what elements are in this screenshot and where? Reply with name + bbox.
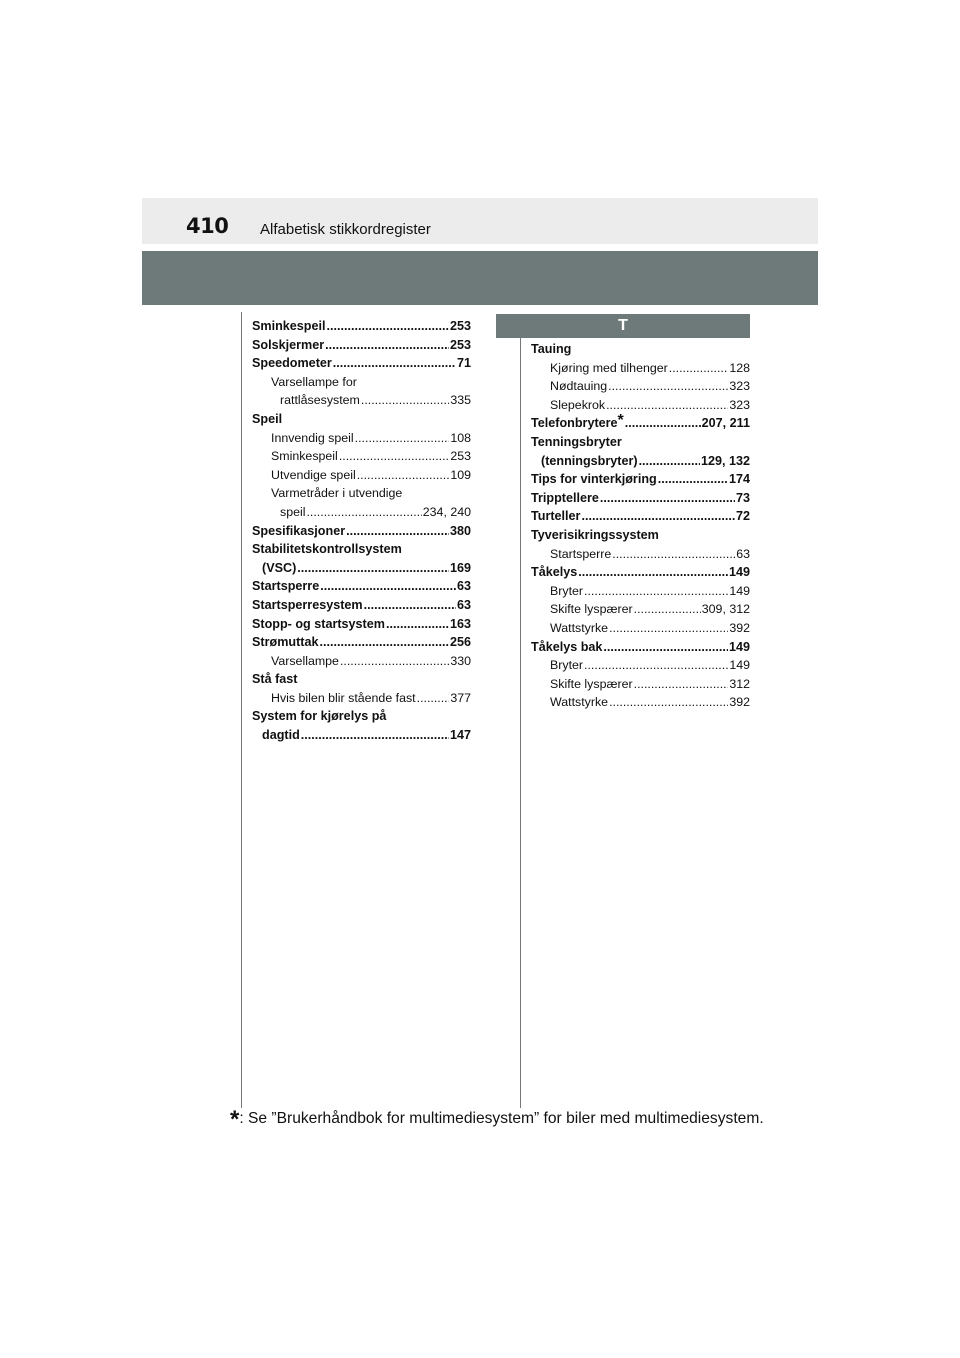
index-entry [252,633,471,652]
index-entry-text: Stabilitetskontrollsystem [252,542,402,557]
index-entry-page: 312 [729,676,750,691]
index-entry-page: 256 [449,635,471,650]
dot-leader [355,429,450,448]
index-entry [252,447,471,466]
dot-leader [609,693,728,712]
index-entry [252,391,471,410]
index-entry [252,317,471,336]
dot-leader [357,466,450,485]
index-entry-label [550,359,668,378]
index-entry-label [550,545,611,564]
index-entry-page: 73 [735,490,750,505]
right-index-column [531,340,750,712]
index-entry-text: Stopp- og startsystem [252,616,385,631]
dot-leader [584,582,728,601]
index-entry-label [262,559,296,578]
index-entry [531,638,750,657]
index-entry-page: 108 [450,430,471,445]
index-entry-label [550,693,608,712]
index-entry [531,582,750,601]
left-column-rule [241,312,242,1108]
dot-leader [578,563,728,582]
dot-leader [639,452,700,471]
footnote-text: : Se ”Brukerhåndbok for multimediesystem” for biler med multimediesystem. [239,1110,764,1127]
dot-leader [386,615,449,634]
index-entry-label [550,377,607,396]
index-entry-text: Startsperre [550,546,612,561]
index-entry-page: 109 [450,467,471,482]
index-entry-page: 163 [449,616,471,631]
header-band [142,251,818,305]
dot-leader [608,377,728,396]
dot-leader [333,354,456,373]
index-entry-page: 207, 211 [701,416,750,431]
index-entry [531,489,750,508]
index-entry-page: 72 [735,509,750,524]
index-entry [252,336,471,355]
dot-leader [600,489,735,508]
index-entry-text: Strømuttak [252,635,319,650]
index-entry-page: 335 [450,393,471,408]
index-entry-text: Turteller [531,509,581,524]
index-entry-page: 174 [728,472,750,487]
index-entry [531,507,750,526]
index-entry-text: Varsellampe [271,653,339,668]
index-entry-text: Hvis bilen blir stående fast [271,690,416,705]
index-entry [252,354,471,373]
index-entry-label [280,391,360,410]
dot-leader [612,545,735,564]
index-entry-label [252,615,385,634]
section-title: Alfabetisk stikkordregister [260,221,431,238]
dot-leader [306,503,421,522]
dot-leader [634,675,729,694]
index-entry [252,689,471,708]
right-column-rule [520,338,521,1108]
index-entry-page: 128 [729,360,750,375]
index-entry-text: Varmetråder i utvendige [271,486,403,501]
index-entry-text: speil [280,504,306,519]
index-entry-text: (VSC) [262,560,297,575]
index-entry-text: rattlåsesystem [280,393,360,408]
index-entry-label [262,726,300,745]
index-entry-text: Solskjermer [252,337,325,352]
index-entry [531,433,750,452]
index-entry-text: Tåkelys bak [531,639,603,654]
index-entry-page: 149 [728,639,750,654]
index-entry-label [550,396,605,415]
dot-leader [606,396,728,415]
dot-leader [346,522,449,541]
footnote-marker: * [230,1106,240,1133]
dot-leader [584,656,728,675]
index-entry-page: 234, 240 [422,504,471,519]
index-entry [531,396,750,415]
index-entry-label [252,522,345,541]
index-entry-label [252,336,324,355]
dot-leader [319,633,449,652]
dot-leader [297,559,449,578]
dot-leader [301,726,449,745]
index-entry-text: Startsperre [252,579,320,594]
index-entry-label [252,577,319,596]
dot-leader [325,336,449,355]
index-entry [252,596,471,615]
dot-leader [658,470,728,489]
index-entry-page: 253 [450,449,471,464]
index-entry [531,619,750,638]
index-entry-text: Speedometer [252,356,332,371]
index-entry [252,503,471,522]
index-entry-text: Tåkelys [531,565,578,580]
index-entry [531,656,750,675]
index-entry-label [252,354,332,373]
index-entry [252,373,471,392]
index-entry-text: System for kjørelys på [252,709,387,724]
index-entry [531,563,750,582]
index-entry-text: Nødtauing [550,379,608,394]
index-entry-page: 63 [456,597,471,612]
index-entry-text: Sminkespeil [271,449,338,464]
index-entry [252,577,471,596]
index-entry-label [550,582,583,601]
index-entry-page: 330 [450,653,471,668]
dot-leader [364,596,456,615]
index-entry [252,540,471,559]
index-entry [252,466,471,485]
index-entry [531,526,750,545]
index-entry [531,377,750,396]
index-entry-label [550,600,633,619]
page-number: 410 [186,214,229,238]
index-entry-label [252,596,363,615]
dot-leader [634,600,701,619]
index-entry-page: 323 [729,379,750,394]
index-entry-label [271,447,338,466]
index-entry-page: 253 [449,337,471,352]
index-entry-label [531,638,602,657]
dot-leader [603,638,728,657]
index-entry-page: 149 [729,658,750,673]
index-entry [252,559,471,578]
index-entry [252,707,471,726]
index-entry-text: Tips for vinterkjøring [531,472,657,487]
index-entry [531,359,750,378]
index-entry-text: Skifte lyspærer [550,676,633,691]
index-entry-label [531,489,599,508]
index-entry-page: 169 [449,560,471,575]
index-entry-text: Skifte lyspærer [550,602,633,617]
index-entry [252,652,471,671]
index-entry-page: 63 [736,546,750,561]
index-entry-text: Sminkespeil [252,319,326,333]
index-entry-text: Stå fast [252,672,298,687]
index-entry-text: (tenningsbryter) [541,453,638,468]
dot-leader [581,507,735,526]
index-entry-label [531,563,577,582]
index-entry-label [252,633,318,652]
index-entry [252,484,471,503]
index-entry-text: Slepekrok [550,397,606,412]
index-entry-label [531,414,624,433]
index-entry-text: Kjøring med tilhenger [550,360,668,375]
index-entry-page: 129, 132 [700,453,750,468]
index-entry [531,470,750,489]
index-entry-label [541,452,638,471]
index-entry-label [531,470,657,489]
index-entry-label [550,675,633,694]
dot-leader [625,414,701,433]
index-entry-page: 149 [728,565,750,580]
index-entry-text: Spesifikasjoner [252,523,346,538]
dot-leader [320,577,456,596]
index-entry-page: 377 [450,690,471,705]
index-entry-label [271,466,356,485]
index-entry-label [550,619,608,638]
index-entry-text: Tyverisikringssystem [531,527,659,542]
index-entry-text: Bryter [550,658,584,673]
dot-leader [609,619,728,638]
index-entry [252,726,471,745]
index-entry-text: Innvendig speil [271,430,354,445]
index-entry-page: 392 [729,695,750,710]
index-entry-page: 380 [449,523,471,538]
index-entry [252,670,471,689]
dot-leader [340,652,449,671]
index-entry-label [531,507,580,526]
index-entry [252,522,471,541]
index-entry [531,545,750,564]
index-entry [531,452,750,471]
index-entry-page: 149 [729,583,750,598]
index-entry-page: 323 [729,397,750,412]
index-entry-page: 147 [449,728,471,743]
index-entry [531,414,750,433]
index-entry-page: 71 [456,356,471,371]
dot-leader [327,317,449,336]
index-entry-text: Wattstyrke [550,620,609,635]
index-entry-label [280,503,305,522]
index-entry-label [271,429,354,448]
index-entry-text: Varsellampe for [271,374,357,389]
index-entry-text: Speil [252,411,283,426]
index-entry-text: Tauing [531,342,572,356]
index-entry [531,600,750,619]
index-entry-label [271,652,339,671]
left-index-column [252,317,471,745]
index-entry-page: 309, 312 [701,602,750,617]
index-entry [531,675,750,694]
dot-leader [361,391,449,410]
index-entry [531,340,750,359]
index-entry-page: 392 [729,620,750,635]
index-entry-text: dagtid [262,728,300,743]
index-entry-text: Tenningsbryter [531,434,622,449]
index-entry-label [252,317,326,336]
index-entry [531,693,750,712]
dot-leader [669,359,729,378]
footnote [230,1106,764,1133]
dot-leader [417,689,450,708]
letter-heading: T [496,314,750,338]
index-entry [252,429,471,448]
footnote-reference: * [617,412,624,430]
index-entry [252,615,471,634]
index-entry-text: Bryter [550,583,584,598]
index-entry-page: 253 [449,319,471,333]
index-entry-text: Tripptellere [531,490,599,505]
dot-leader [339,447,450,466]
index-entry-label [550,656,583,675]
index-entry-page: 63 [456,579,471,594]
index-entry [252,410,471,429]
index-entry-text: Startsperresystem [252,597,363,612]
header-bar [142,198,818,244]
index-entry-text: Wattstyrke [550,695,609,710]
index-entry-text: Utvendige speil [271,467,356,482]
index-entry-label [271,689,416,708]
index-entry-text: Telefonbrytere [531,416,618,431]
